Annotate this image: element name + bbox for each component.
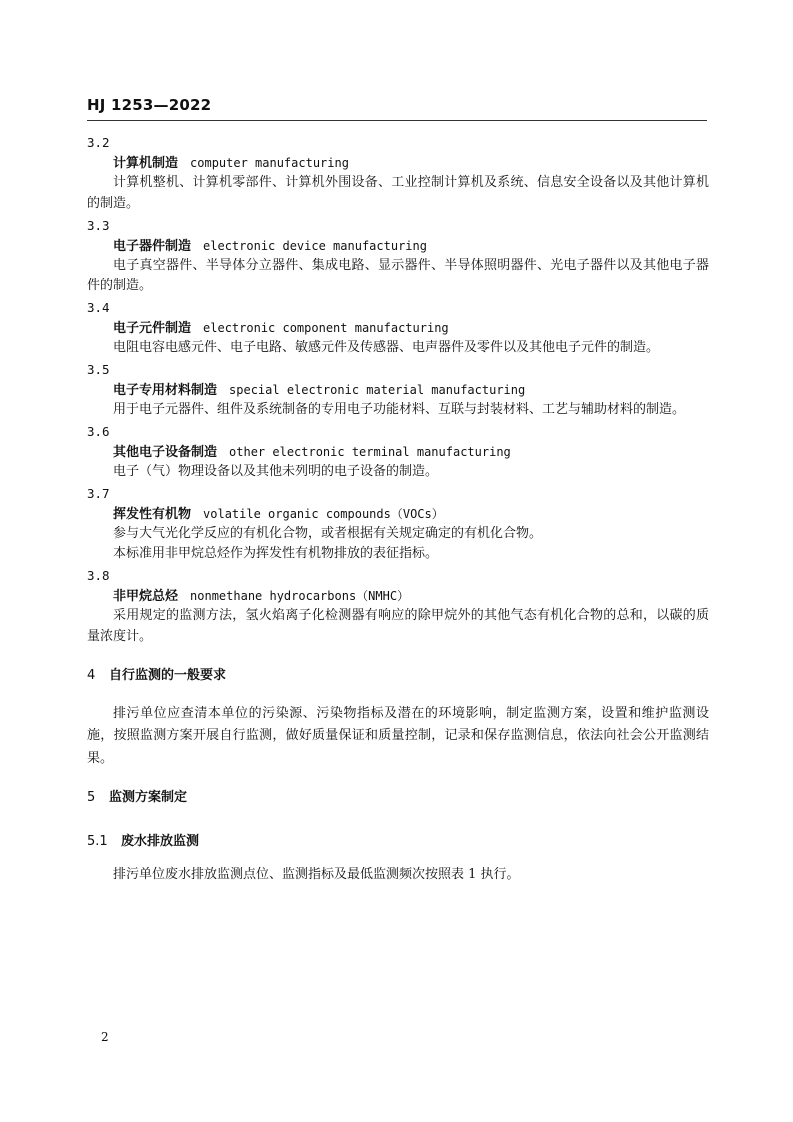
term-heading (87, 236, 709, 256)
term-entry (87, 359, 709, 421)
term-entry (87, 132, 709, 215)
term-entry (87, 297, 709, 359)
term-entry (87, 483, 709, 566)
standard-code: HJ 1253—2022 (87, 96, 212, 114)
term-entry (87, 215, 709, 298)
term-heading (87, 153, 709, 173)
document-body (87, 132, 709, 887)
term-en: volatile organic compounds（VOCs） (203, 506, 444, 521)
term-zh: 电子器件制造 (113, 238, 192, 254)
term-en: nonmethane hydrocarbons（NMHC） (190, 589, 410, 604)
term-en: special electronic material manufacturing (229, 382, 526, 397)
term-en: computer manufacturing (190, 156, 349, 170)
term-en: electronic component manufacturing (203, 321, 449, 336)
term-heading (87, 442, 709, 462)
term-zh: 电子专用材料制造 (113, 382, 218, 398)
term-number: 3.6 (87, 423, 110, 439)
section-number: 4 (87, 667, 96, 683)
term-en: other electronic terminal manufacturing (229, 444, 511, 459)
term-definition: 电子真空器件、半导体分立器件、集成电路、显示器件、半导体照明器件、光电子器件以及其他电子器件的制造。 (87, 257, 709, 294)
term-number: 3.7 (87, 485, 110, 501)
term-number: 3.2 (87, 135, 110, 150)
term-zh: 电子元件制造 (113, 321, 192, 337)
term-definition: 参与大气光化学反应的有机化合物，或者根据有关规定确定的有机化合物。 (113, 525, 543, 541)
term-heading (87, 318, 709, 338)
term-heading (87, 586, 709, 606)
subsection-heading (87, 832, 709, 852)
term-entry (87, 565, 709, 648)
term-definition: 电阻电容电感元件、电子电路、敏感元件及传感器、电声器件及零件以及其他电子元件的制造。 (113, 340, 660, 356)
term-number: 3.4 (87, 300, 110, 316)
term-en: electronic device manufacturing (203, 238, 427, 253)
section-heading (87, 788, 709, 808)
term-zh: 非甲烷总烃 (113, 589, 179, 605)
term-entry (87, 421, 709, 483)
term-definition: 采用规定的监测方法，氢火焰离子化检测器有响应的除甲烷外的其他气态有机化合物的总和，以碳的质量浓度计。 (87, 608, 709, 644)
section-paragraph: 排污单位应查清本单位的污染源、污染物指标及潜在的环境影响，制定监测方案，设置和维护监测设施，按照监测方案开展自行监测，做好质量保证和质量控制，记录和保存监测信息，依法向社会公开监测结果。 (87, 705, 709, 766)
term-zh: 计算机制造 (113, 156, 179, 171)
page-number: 2 (101, 1030, 109, 1044)
term-heading (87, 504, 709, 524)
term-number: 3.3 (87, 217, 110, 233)
term-definition: 用于电子元器件、组件及系统制备的专用电子功能材料、互联与封装材料、工艺与辅助材料的制造。 (113, 401, 686, 417)
term-number: 3.8 (87, 568, 110, 584)
subsection-paragraph: 排污单位废水排放监测点位、监测指标及最低监测频次按照表 1 执行。 (113, 867, 520, 883)
term-note: 本标准用非甲烷总烃作为挥发性有机物排放的表征指标。 (113, 546, 439, 562)
section-title: 监测方案制定 (109, 790, 188, 806)
term-zh: 挥发性有机物 (113, 506, 192, 522)
term-definition: 计算机整机、计算机零部件、计算机外围设备、工业控制计算机及系统、信息安全设备以及其他计算机的制造。 (87, 175, 709, 211)
header-rule (87, 120, 707, 121)
subsection-number: 5.1 (87, 834, 108, 850)
term-zh: 其他电子设备制造 (113, 444, 218, 460)
term-heading (87, 380, 709, 400)
term-definition: 电子（气）物理设备以及其他未列明的电子设备的制造。 (113, 463, 439, 479)
section-heading (87, 666, 709, 686)
section-number: 5 (87, 790, 96, 806)
subsection-title: 废水排放监测 (121, 834, 200, 850)
term-number: 3.5 (87, 361, 110, 377)
section-title: 自行监测的一般要求 (109, 667, 227, 683)
